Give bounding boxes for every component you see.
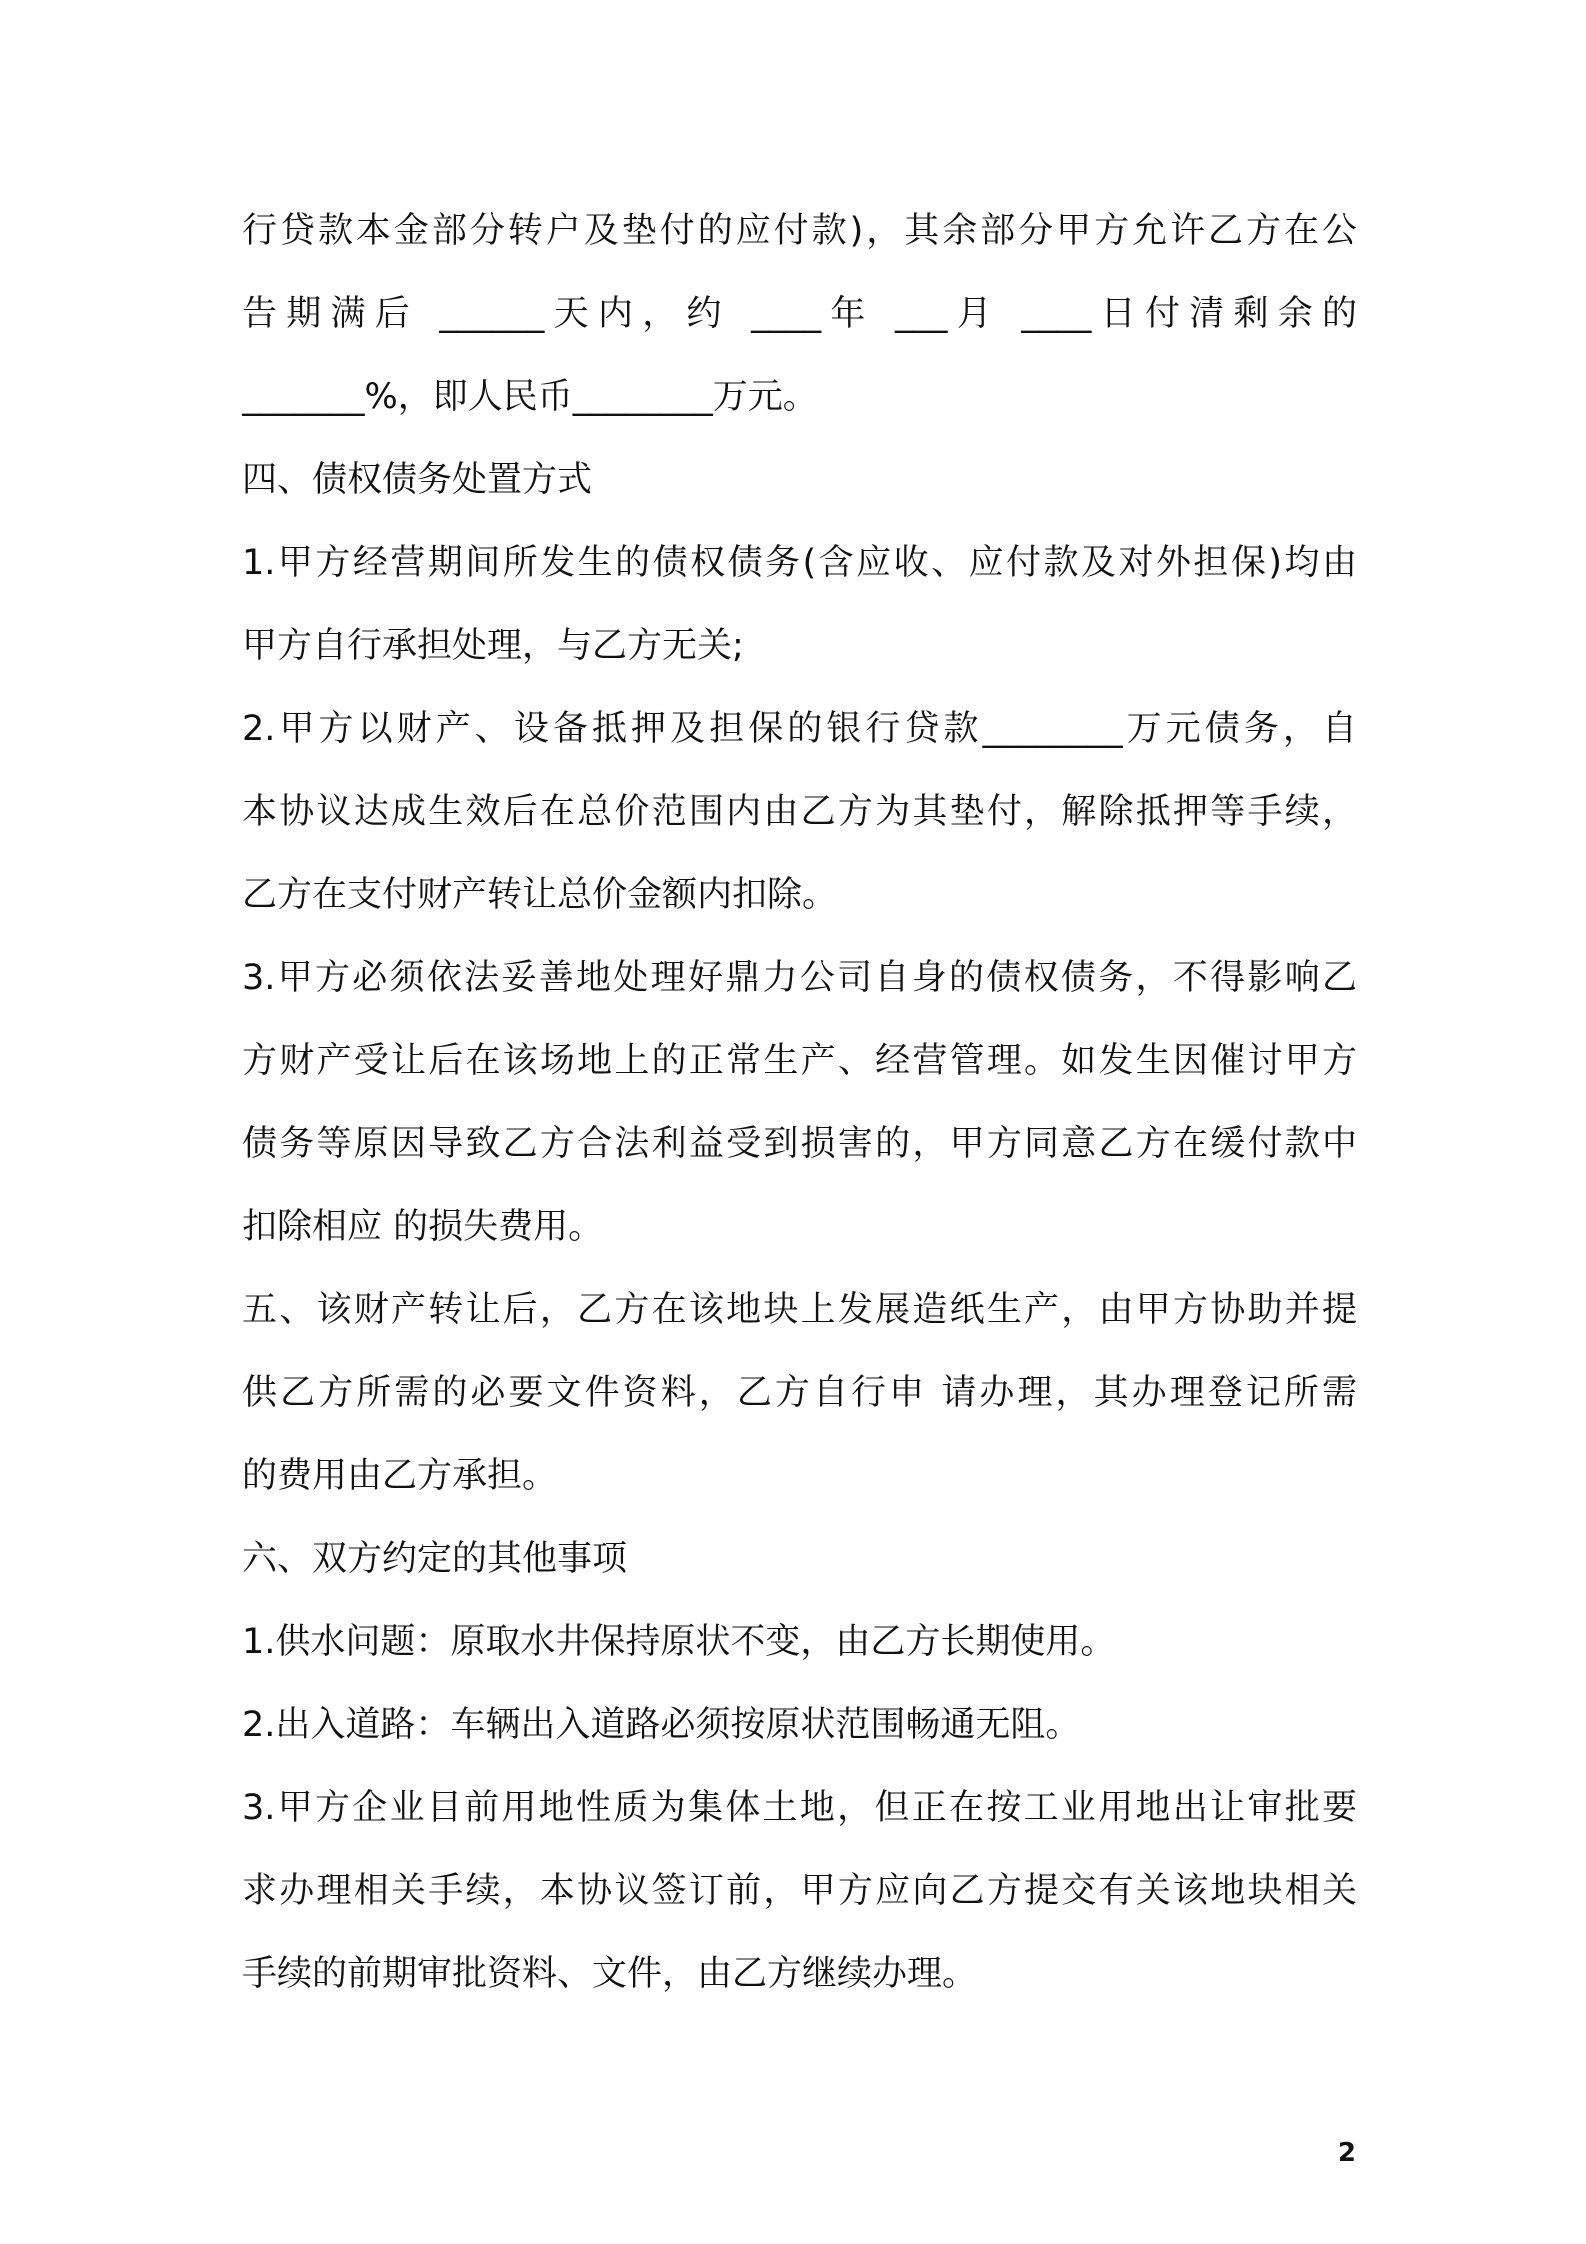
text-line: 2.甲方以财产、设备抵押及担保的银行贷款________万元债务，自: [242, 709, 1357, 749]
page-number: 2: [1337, 2138, 1356, 2168]
section-heading: 四、债权债务处置方式: [242, 460, 593, 500]
text-line: 供乙方所需的必要文件资料，乙方自行申 请办理，其办理登记所需: [242, 1373, 1357, 1413]
text-line: 告期满后 ______天内，约 ____年 ___月 ____日付清剩余的: [242, 294, 1357, 334]
text-line: 乙方在支付财产转让总价金额内扣除。: [242, 875, 838, 915]
text-line: 1.甲方经营期间所发生的债权债务(含应收、应付款及对外担保)均由: [242, 543, 1357, 583]
text-line: 方财产受让后在该场地上的正常生产、经营管理。如发生因催讨甲方: [242, 1041, 1357, 1081]
text-line: 扣除相应 的损失费用。: [242, 1207, 604, 1247]
text-line: 2.出入道路：车辆出入道路必须按原状范围畅通无阻。: [242, 1705, 1081, 1745]
text-line: 本协议达成生效后在总价范围内由乙方为其垫付，解除抵押等手续，: [242, 792, 1357, 832]
text-line: 1.供水问题：原取水井保持原状不变，由乙方长期使用。: [242, 1622, 1116, 1662]
text-line: 行贷款本金部分转户及垫付的应付款)，其余部分甲方允许乙方在公: [242, 211, 1357, 251]
section-heading: 六、双方约定的其他事项: [242, 1539, 628, 1579]
text-line: 手续的前期审批资料、文件，由乙方继续办理。: [242, 1954, 978, 1994]
text-line: 甲方自行承担处理，与乙方无关;: [242, 626, 744, 666]
text-line: 债务等原因导致乙方合法利益受到损害的，甲方同意乙方在缓付款中: [242, 1124, 1357, 1164]
text-line: 的费用由乙方承担。: [242, 1456, 558, 1496]
section-heading: 五、该财产转让后，乙方在该地块上发展造纸生产，由甲方协助并提: [242, 1290, 1357, 1330]
text-line: 求办理相关手续，本协议签订前，甲方应向乙方提交有关该地块相关: [242, 1871, 1357, 1911]
text-line: 3.甲方必须依法妥善地处理好鼎力公司自身的债权债务，不得影响乙: [242, 958, 1357, 998]
text-line: 3.甲方企业目前用地性质为集体土地，但正在按工业用地出让审批要: [242, 1788, 1357, 1828]
text-line: _______%，即人民币________万元。: [242, 377, 818, 417]
document-body: [242, 190, 1357, 2016]
